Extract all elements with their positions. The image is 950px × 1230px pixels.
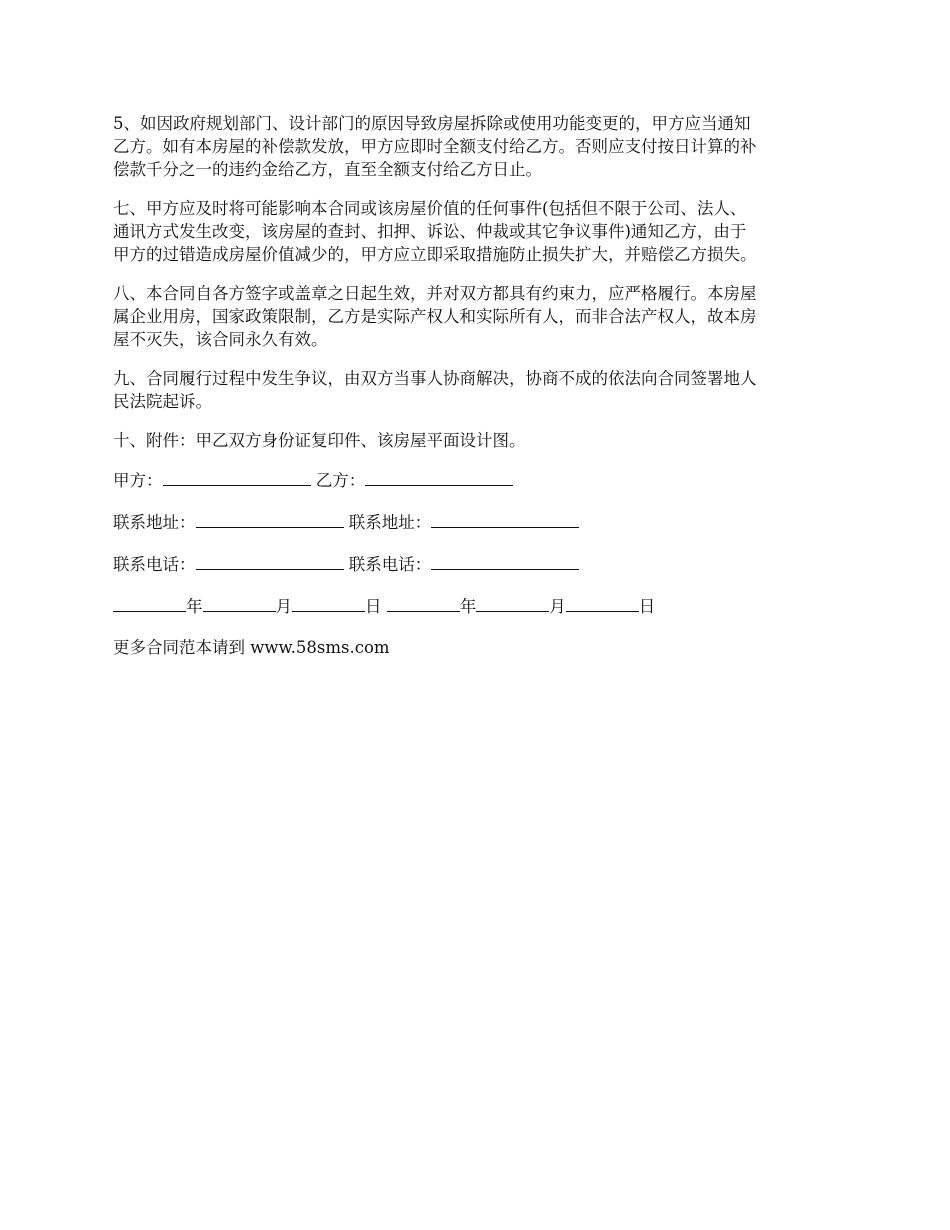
party-a-address-blank bbox=[196, 510, 344, 528]
party-a-month-blank bbox=[203, 594, 276, 612]
signature-date-row bbox=[113, 594, 841, 618]
party-a-label: 甲方： bbox=[113, 471, 163, 490]
party-b-year-blank bbox=[387, 594, 460, 612]
party-b-day-blank bbox=[566, 594, 639, 612]
signature-parties-row bbox=[113, 468, 841, 492]
contract-page bbox=[113, 112, 841, 659]
clause-line: 甲方的过错造成房屋价值减少的，甲方应立即采取措施防止损失扩大，并赔偿乙方损失。 bbox=[113, 245, 757, 264]
day-label: 日 bbox=[638, 597, 656, 616]
party-a-day-blank bbox=[292, 594, 365, 612]
signature-phone-row bbox=[113, 552, 841, 576]
signature-address-row bbox=[113, 510, 841, 534]
party-b-address-label: 联系地址： bbox=[348, 513, 432, 532]
clause-line: 偿款千分之一的违约金给乙方，直至全额支付给乙方日止。 bbox=[113, 160, 542, 179]
footer-more-templates: 更多合同范本请到 www.58sms.com bbox=[113, 638, 390, 657]
day-label: 日 bbox=[365, 597, 382, 616]
month-label: 月 bbox=[549, 597, 566, 616]
clause-7 bbox=[113, 197, 841, 266]
party-a-blank bbox=[163, 468, 311, 486]
clause-10 bbox=[113, 429, 841, 452]
year-label: 年 bbox=[186, 597, 203, 616]
party-b-label: 乙方： bbox=[315, 471, 366, 490]
clause-line: 乙方。如有本房屋的补偿款发放，甲方应即时全额支付给乙方。否则应支付按日计算的补 bbox=[113, 137, 757, 156]
clause-line: 5、如因政府规划部门、设计部门的原因导致房屋拆除或使用功能变更的，甲方应当通知 bbox=[113, 114, 751, 133]
clause-9 bbox=[113, 367, 841, 413]
clause-8 bbox=[113, 282, 841, 351]
party-a-address-label: 联系地址： bbox=[113, 513, 196, 532]
party-b-month-blank bbox=[476, 594, 549, 612]
clause-line: 八、本合同自各方签字或盖章之日起生效，并对双方都具有约束力，应严格履行。本房屋 bbox=[113, 284, 757, 303]
party-a-phone-blank bbox=[196, 552, 344, 570]
party-b-phone-blank bbox=[431, 552, 579, 570]
party-b-address-blank bbox=[431, 510, 579, 528]
party-a-year-blank bbox=[113, 594, 186, 612]
clause-line: 屋不灭失，该合同永久有效。 bbox=[113, 330, 328, 349]
party-b-blank bbox=[365, 468, 513, 486]
clause-line: 民法院起诉。 bbox=[113, 392, 212, 411]
clause-line: 九、合同履行过程中发生争议，由双方当事人协商解决，协商不成的依法向合同签署地人 bbox=[113, 369, 757, 388]
year-label: 年 bbox=[459, 597, 477, 616]
month-label: 月 bbox=[275, 597, 292, 616]
party-b-phone-label: 联系电话： bbox=[348, 555, 432, 574]
party-a-phone-label: 联系电话： bbox=[113, 555, 196, 574]
clause-line: 十、附件：甲乙双方身份证复印件、该房屋平面设计图。 bbox=[113, 431, 526, 450]
clause-5 bbox=[113, 112, 841, 181]
clause-line: 七、甲方应及时将可能影响本合同或该房屋价值的任何事件(包括但不限于公司、法人、 bbox=[113, 199, 747, 218]
clause-line: 属企业用房，国家政策限制，乙方是实际产权人和实际所有人，而非合法产权人，故本房 bbox=[113, 307, 757, 326]
clause-line: 通讯方式发生改变，该房屋的查封、扣押、诉讼、仲裁或其它争议事件)通知乙方，由于 bbox=[113, 222, 747, 241]
